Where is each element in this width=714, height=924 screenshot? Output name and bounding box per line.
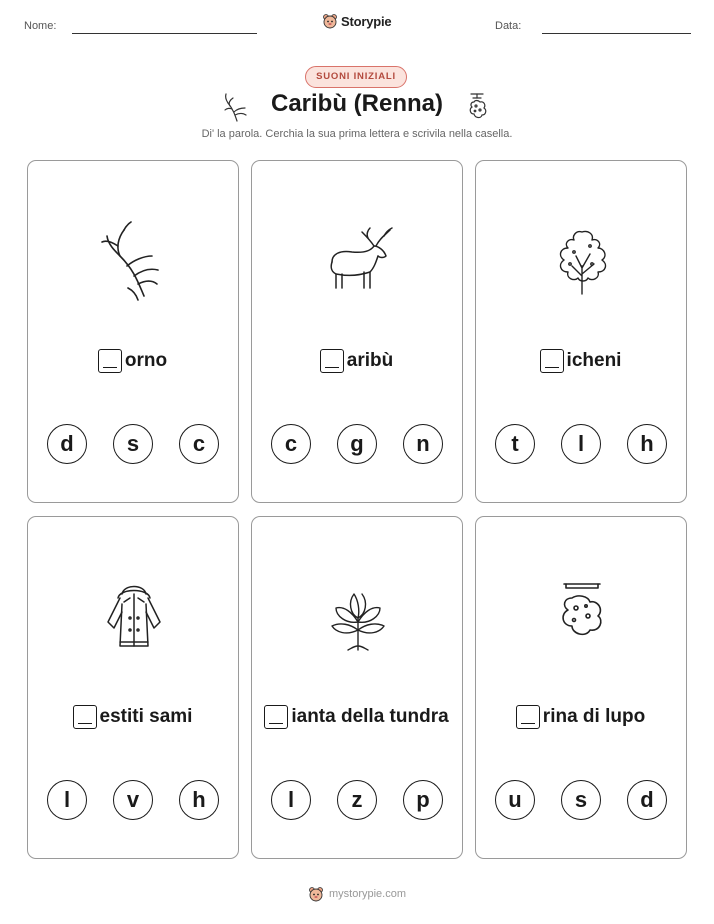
answer-box[interactable] xyxy=(516,705,540,729)
answer-box[interactable] xyxy=(73,705,97,729)
date-label: Data: xyxy=(495,20,522,32)
word-row xyxy=(252,349,461,373)
letter-option[interactable]: z xyxy=(337,780,377,820)
letter-option[interactable]: p xyxy=(403,780,443,820)
letter-option[interactable]: l xyxy=(47,780,87,820)
word-card xyxy=(27,516,239,859)
word-rest: orno xyxy=(124,350,168,371)
word-row xyxy=(476,349,685,373)
letter-option[interactable]: s xyxy=(113,424,153,464)
letter-options xyxy=(47,780,219,820)
page-title: Caribù (Renna) xyxy=(270,90,443,117)
antler-icon xyxy=(94,216,174,306)
word-row xyxy=(28,349,237,373)
lichen-icon xyxy=(542,216,622,306)
word-card xyxy=(251,160,463,503)
wolf-urine-icon xyxy=(542,572,622,662)
letter-option[interactable]: l xyxy=(561,424,601,464)
word-rest: rina di lupo xyxy=(542,706,646,727)
letter-options xyxy=(495,780,667,820)
letter-option[interactable]: v xyxy=(113,780,153,820)
letter-option[interactable]: t xyxy=(495,424,535,464)
wolf-urine-icon xyxy=(463,91,491,123)
date-line[interactable] xyxy=(542,33,691,34)
letter-option[interactable]: c xyxy=(179,424,219,464)
footer xyxy=(0,886,714,902)
letter-option[interactable]: s xyxy=(561,780,601,820)
letter-option[interactable]: g xyxy=(337,424,377,464)
word-rest: aribù xyxy=(346,350,394,371)
brand xyxy=(322,13,391,29)
letter-option[interactable]: c xyxy=(271,424,311,464)
footer-url[interactable]: mystorypie.com xyxy=(328,888,407,900)
letter-option[interactable]: u xyxy=(495,780,535,820)
letter-option[interactable]: h xyxy=(179,780,219,820)
word-rest: estiti sami xyxy=(99,706,193,727)
word-rest: icheni xyxy=(566,350,622,371)
caribou-icon xyxy=(318,216,398,306)
letter-option[interactable]: d xyxy=(47,424,87,464)
word-row xyxy=(252,705,461,729)
letter-option[interactable]: h xyxy=(627,424,667,464)
letter-options xyxy=(271,424,443,464)
word-row xyxy=(28,705,237,729)
letter-options xyxy=(47,424,219,464)
category-badge: SUONI INIZIALI xyxy=(305,66,407,88)
letter-option[interactable]: l xyxy=(271,780,311,820)
answer-box[interactable] xyxy=(264,705,288,729)
letter-option[interactable]: d xyxy=(627,780,667,820)
storypie-logo-icon xyxy=(308,886,324,902)
word-rest: ianta della tundra xyxy=(291,706,449,727)
name-label: Nome: xyxy=(24,20,57,32)
tundra-plant-icon xyxy=(318,572,398,662)
storypie-logo-icon xyxy=(322,13,338,29)
letter-option[interactable]: n xyxy=(403,424,443,464)
word-card xyxy=(251,516,463,859)
brand-name: Storypie xyxy=(341,13,392,29)
parka-coat-icon xyxy=(94,572,174,662)
answer-box[interactable] xyxy=(98,349,122,373)
letter-options xyxy=(495,424,667,464)
instructions: Di' la parola. Cerchia la sua prima lettera e scrivila nella casella. xyxy=(201,128,513,140)
answer-box[interactable] xyxy=(540,349,564,373)
word-row xyxy=(476,705,685,729)
word-card xyxy=(475,516,687,859)
name-line[interactable] xyxy=(72,33,257,34)
letter-options xyxy=(271,780,443,820)
word-card xyxy=(27,160,239,503)
word-card xyxy=(475,160,687,503)
answer-box[interactable] xyxy=(320,349,344,373)
